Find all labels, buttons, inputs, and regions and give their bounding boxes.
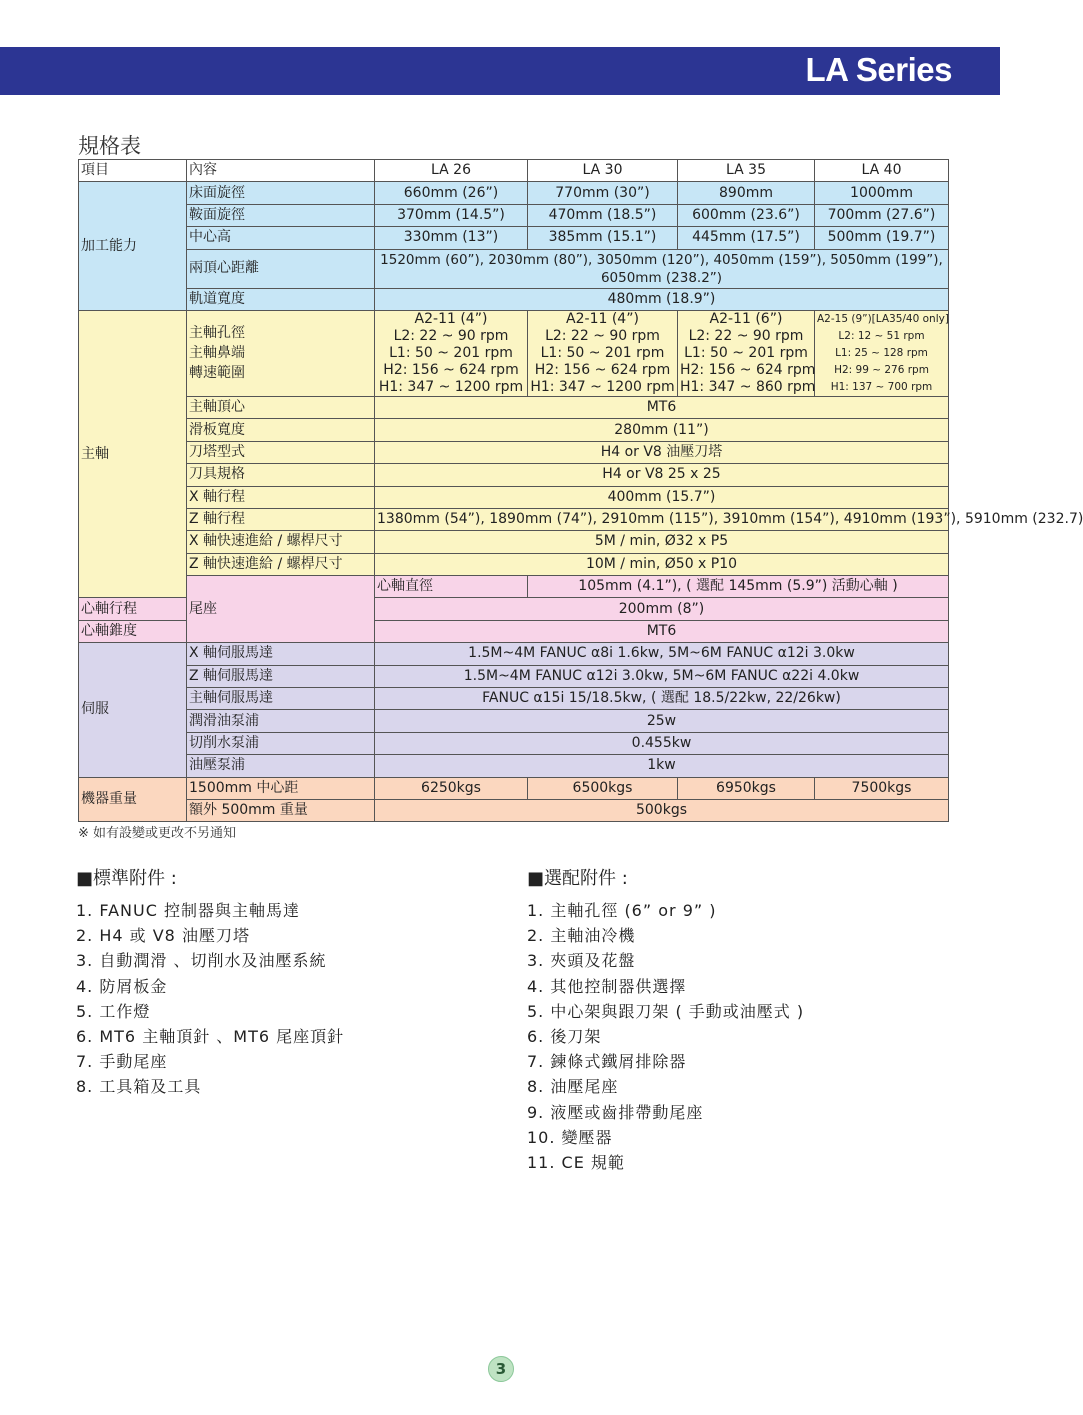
cell-value: 200mm (8”) [375, 598, 949, 620]
cell-value: 1380mm (54”), 1890mm (74”), 2910mm (115”), 3910mm (154”), 4910mm (193”), 5910mm (232.7) [375, 508, 949, 530]
cell-value: 0.455kw [375, 732, 949, 754]
row-label: 心軸錐度 [79, 620, 187, 642]
row-label: Z 軸快速進給 / 螺桿尺寸 [187, 553, 375, 575]
row-label: 兩頂心距離 [187, 249, 375, 288]
spec-line: L2: 12 ~ 51 rpm [838, 329, 925, 342]
table-row [79, 732, 949, 754]
table-row [79, 755, 949, 777]
list-item: 9. 液壓或齒排帶動尾座 [527, 1102, 704, 1122]
spec-line: H2: 99 ~ 276 rpm [834, 363, 929, 376]
series-title: LA Series [805, 51, 952, 88]
header-content: 內容 [187, 160, 375, 182]
row-label: X 軸快速進給 / 螺桿尺寸 [187, 531, 375, 553]
header-model: LA 40 [815, 160, 949, 182]
header-model: LA 35 [678, 160, 815, 182]
cell-value: 385mm (15.1”) [528, 227, 678, 249]
cell-value: FANUC α15i 15/18.5kw, ( 選配 18.5/22kw, 22/26kw) [375, 688, 949, 710]
cell-value: 500mm (19.7”) [815, 227, 949, 249]
spec-table-title: 規格表 [78, 134, 141, 158]
table-header-row [79, 160, 949, 182]
spec-line: H1: 347 ~ 860 rpm [680, 378, 816, 395]
optional-accessories-list [527, 898, 804, 1175]
cell-value: 5M / min, Ø32 x P5 [375, 531, 949, 553]
cell-value: 1.5M~4M FANUC α12i 3.0kw, 5M~6M FANUC α22i 4.0kw [375, 665, 949, 687]
row-label: 刀具規格 [187, 464, 375, 486]
spec-line: L1: 50 ~ 201 rpm [684, 344, 808, 361]
list-item: 8. 油壓尾座 [527, 1077, 619, 1097]
cell-value: H4 or V8 油壓刀塔 [375, 441, 949, 463]
cell-value: 330mm (13”) [375, 227, 528, 249]
row-label: Z 軸伺服馬達 [187, 665, 375, 687]
cell-value: 470mm (18.5”) [528, 204, 678, 226]
row-label: 潤滑油泵浦 [187, 710, 375, 732]
group-servo: 伺服 [79, 643, 187, 777]
cell-value: 6500kgs [528, 777, 678, 799]
table-row [79, 531, 949, 553]
row-label-line: 轉速範圍 [189, 365, 245, 382]
spec-line: H1: 347 ~ 1200 rpm [530, 378, 675, 395]
list-item: 2. H4 或 V8 油壓刀塔 [76, 926, 250, 946]
row-label-line: 主軸鼻端 [189, 345, 245, 362]
table-row [79, 464, 949, 486]
cell-value: 6250kgs [375, 777, 528, 799]
cell-value: 1kw [375, 755, 949, 777]
spec-line: A2-11 (4”) [414, 310, 488, 327]
spec-line: H2: 156 ~ 624 rpm [383, 361, 519, 378]
cell-value: 1.5M~4M FANUC α8i 1.6kw, 5M~6M FANUC α12i 3.0kw [375, 643, 949, 665]
table-row [79, 576, 949, 598]
list-item: 8. 工具箱及工具 [76, 1077, 202, 1097]
spec-line: L2: 22 ~ 90 rpm [545, 327, 660, 344]
list-item: 4. 其他控制器供選擇 [527, 976, 687, 996]
table-row [79, 249, 949, 288]
list-item: 4. 防屑板金 [76, 976, 168, 996]
spec-line: H2: 156 ~ 624 rpm [534, 361, 671, 378]
cell-value: H4 or V8 25 x 25 [375, 464, 949, 486]
table-row [79, 486, 949, 508]
spec-table [78, 159, 1083, 822]
list-item: 1. FANUC 控制器與主軸馬達 [76, 901, 300, 920]
table-row [79, 419, 949, 441]
row-label: 主軸伺服馬達 [187, 688, 375, 710]
cell-value: 1000mm [815, 182, 949, 204]
cell-value: 400mm (15.7”) [375, 486, 949, 508]
table-row [79, 396, 949, 418]
spec-line: L1: 50 ~ 201 rpm [389, 344, 513, 361]
row-label: 中心高 [187, 227, 375, 249]
row-label-line: 主軸孔徑 [189, 325, 245, 342]
cell-value [375, 249, 949, 288]
group-weight: 機器重量 [79, 777, 187, 822]
row-label: 1500mm 中心距 [187, 777, 375, 799]
standard-accessories-title: ■標準附件 : [76, 868, 177, 889]
list-item: 6. 後刀架 [527, 1026, 602, 1046]
list-item: 10. 變壓器 [527, 1127, 613, 1147]
table-row [79, 665, 949, 687]
header-banner [0, 47, 1000, 95]
row-label: 心軸行程 [79, 598, 187, 620]
cell-value [528, 310, 678, 396]
cell-value: 7500kgs [815, 777, 949, 799]
standard-accessories-list [76, 898, 344, 1100]
spec-line: H1: 347 ~ 1200 rpm [378, 378, 524, 395]
list-item: 5. 中心架與跟刀架 ( 手動或油壓式 ) [527, 1001, 805, 1021]
row-label: 額外 500mm 重量 [187, 799, 375, 821]
list-item: 3. 夾頭及花盤 [527, 951, 636, 971]
list-item: 2. 主軸油冷機 [527, 926, 636, 946]
spec-line: L2: 22 ~ 90 rpm [393, 327, 509, 344]
between-centers-line: 1520mm (60”), 2030mm (80”), 3050mm (120”), 4050mm (159”), 5050mm (199”), [380, 251, 943, 268]
table-row [79, 688, 949, 710]
list-item: 5. 工作燈 [76, 1001, 151, 1021]
list-item: 1. 主軸孔徑 (6” or 9” ) [527, 901, 717, 920]
spec-line: L2: 22 ~ 90 rpm [688, 327, 804, 344]
table-row [79, 777, 949, 799]
cell-value: 500kgs [375, 799, 949, 821]
table-row [79, 227, 949, 249]
cell-value: 890mm [678, 182, 815, 204]
list-item: 7. 手動尾座 [76, 1052, 168, 1072]
row-label: 鞍面旋徑 [187, 204, 375, 226]
cell-value: 25w [375, 710, 949, 732]
row-label: 油壓泵浦 [187, 755, 375, 777]
spec-line: A2-11 (6”) [709, 310, 783, 327]
row-label: 主軸頂心 [187, 396, 375, 418]
cell-value: 280mm (11”) [375, 419, 949, 441]
table-row [79, 643, 949, 665]
table-row [79, 204, 949, 226]
row-label: 切削水泵浦 [187, 732, 375, 754]
group-tailstock: 尾座 [187, 576, 375, 643]
row-label [187, 310, 375, 396]
spec-line: L1: 50 ~ 201 rpm [540, 344, 665, 361]
spec-line: H2: 156 ~ 624 rpm [680, 361, 816, 378]
cell-value: 370mm (14.5”) [375, 204, 528, 226]
header-model: LA 26 [375, 160, 528, 182]
spec-line: A2-15 (9”)[LA35/40 only] [817, 312, 949, 325]
cell-value: MT6 [375, 620, 949, 642]
table-row [79, 182, 949, 204]
row-label: Z 軸行程 [187, 508, 375, 530]
list-item: 3. 自動潤滑 、切削水及油壓系統 [76, 951, 327, 971]
cell-value: 480mm (18.9”) [375, 288, 949, 310]
header-model: LA 30 [528, 160, 678, 182]
spec-line: L1: 25 ~ 128 rpm [835, 346, 928, 359]
cell-value: 600mm (23.6”) [678, 204, 815, 226]
cell-value: 105mm (4.1”), ( 選配 145mm (5.9”) 活動心軸 ) [528, 576, 949, 598]
cell-value: 770mm (30”) [528, 182, 678, 204]
cell-value: 445mm (17.5”) [678, 227, 815, 249]
spec-line: A2-11 (4”) [566, 310, 639, 327]
cell-value [678, 310, 815, 396]
group-machining: 加工能力 [79, 182, 187, 311]
cell-value: 660mm (26”) [375, 182, 528, 204]
cell-value: 10M / min, Ø50 x P10 [375, 553, 949, 575]
table-row [79, 799, 949, 821]
cell-value: 700mm (27.6”) [815, 204, 949, 226]
list-item: 7. 鍊條式鐵屑排除器 [527, 1052, 687, 1072]
spec-line: H1: 137 ~ 700 rpm [830, 380, 933, 393]
cell-value: MT6 [375, 396, 949, 418]
cell-value [375, 310, 528, 396]
change-notice: ※ 如有設變或更改不另通知 [78, 826, 237, 841]
row-label: 刀塔型式 [187, 441, 375, 463]
list-item: 11. CE 規範 [527, 1152, 625, 1172]
cell-value: 6950kgs [678, 777, 815, 799]
list-item: 6. MT6 主軸頂針 、MT6 尾座頂針 [76, 1026, 345, 1046]
row-label: X 軸行程 [187, 486, 375, 508]
table-row [79, 310, 949, 396]
optional-accessories-title: ■選配附件 : [527, 868, 628, 889]
row-label: X 軸伺服馬達 [187, 643, 375, 665]
group-spindle: 主軸 [79, 310, 187, 598]
row-label: 滑板寬度 [187, 419, 375, 441]
header-item: 項目 [79, 160, 187, 182]
row-label: 軌道寬度 [187, 288, 375, 310]
table-row [79, 288, 949, 310]
row-label: 床面旋徑 [187, 182, 375, 204]
between-centers-line: 6050mm (238.2”) [600, 269, 723, 286]
cell-value [815, 310, 949, 396]
page-number: 3 [488, 1356, 514, 1382]
table-row [79, 441, 949, 463]
table-row [79, 508, 949, 530]
table-row [79, 553, 949, 575]
table-row [79, 710, 949, 732]
row-label: 心軸直徑 [375, 576, 528, 598]
